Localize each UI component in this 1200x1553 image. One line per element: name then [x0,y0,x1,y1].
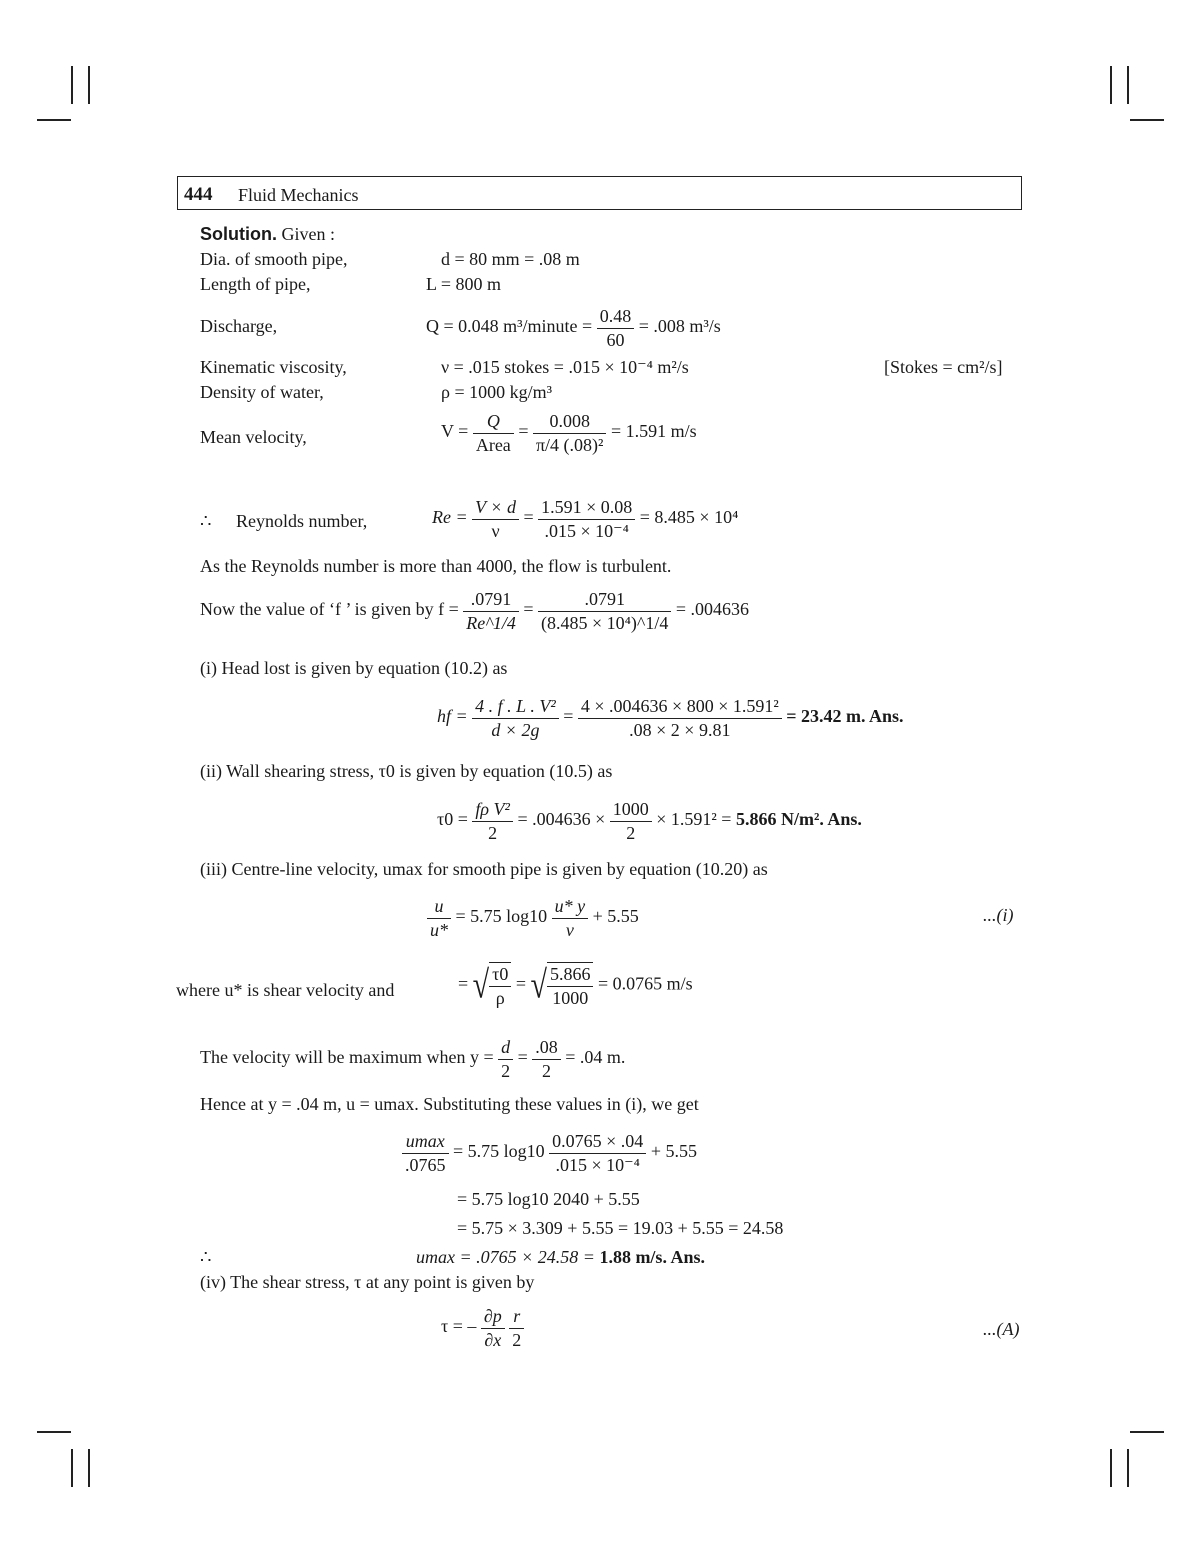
fraction: $\frac{\text{fρ V²}}{2}$ [472,798,513,844]
umax-step-2: = 5.75 log10 2040 + 5.55 [457,1189,640,1209]
shear-velocity-equation: = √ $\frac{\tau 0}{\rho}$ = √ $\frac{5.866}{1000}$ = 0.0765 m/s [458,963,693,1008]
given-label: Kinematic viscosity, [200,357,347,377]
given-expr: ν = .015 stokes = .015 × 10⁻⁴ m²/s [441,357,689,377]
fraction: $\frac{.08}{2}$ [532,1036,561,1082]
solution-heading: Solution. Given : [200,224,335,244]
fraction: $\frac{V \times d}{\nu}$ [472,496,519,542]
fraction: $\frac{1000}{2}$ [610,798,652,844]
part-iv-text: (iv) The shear stress, τ at any point is given by [200,1272,535,1292]
velocity-equation: V = Q Area = $\frac{0.008}{\text{π/4 (.08)²}}$ = 1.591 m/s [441,411,697,455]
reynolds-equation: Re = $\frac{V \times d}{\nu}$ = $\frac{1.591 \times 0.08}{\text{.015 × 10⁻⁴}}$ = 8.485 × 10⁴ [432,497,739,541]
crop-mark [37,1431,71,1433]
stokes-note: [Stokes = cm²/s] [884,357,1003,377]
given-label: Discharge, [200,316,278,336]
crop-mark [1127,1449,1129,1487]
fraction: $\frac{1.591 \times 0.08}{\text{.015 × 10⁻⁴}}$ [538,496,635,542]
crop-mark [1110,1449,1112,1487]
umax-equation: umax .0765 = 5.75 log10 $\frac{0.0765 \times .04}{\text{.015 × 10⁻⁴}}$ + 5.55 [402,1130,697,1176]
fraction: $\frac{u}{u*}$ [427,895,451,941]
fraction: $\frac{u* y}{\nu}$ [552,895,589,941]
hence-text: Hence at y = .04 m, u = umax. Substituting these values in (i), we get [200,1094,699,1114]
crop-mark [71,1449,73,1487]
given-expr: d = 80 mm = .08 m [441,249,580,269]
fraction: $\frac{.0791}{\text{(8.485 × 10⁴)\textasciicircum{}1/4}}$ [538,588,671,634]
shear-stress-equation: τ0 = $\frac{\text{fρ V²}}{2}$ = .004636 × $\frac{1000}{2}$ × 1.591² = 5.866 N/m². Ans. [437,799,862,843]
log-law-equation: $\frac{u}{u*}$ = 5.75 log10 $\frac{u* y}{\nu}$ + 5.55 [427,895,639,941]
given-expr: ρ = 1000 kg/m³ [441,382,553,402]
given-label: Dia. of smooth pipe, [200,249,348,269]
running-title: Fluid Mechanics [238,185,359,205]
fraction: $\frac{\tau 0}{\rho}$ [489,963,511,1009]
equation-tag: ...(A) [983,1319,1020,1339]
shear-velocity-text: where u* is shear velocity and [176,980,395,1000]
fraction: $\frac{\partial p}{\partial x}$ [481,1305,505,1351]
equation-tag: ...(i) [983,905,1014,925]
crop-mark [71,66,73,104]
therefore-symbol: ∴ [200,1247,212,1267]
part-iii-text: (iii) Centre-line velocity, umax for smooth pipe is given by equation (10.20) as [200,859,768,879]
page-number: 444 [184,184,213,205]
fraction: Q Area [473,410,514,456]
head-loss-equation: hf = $\frac{\text{4 . f . L . V²}}{d \times 2g}$ = $\frac{\text{4 × .004636 × 800 × 1.591²}}{.08 \times 2 \times 9.81}$ = 23.42 m. Ans. [437,696,904,740]
therefore-symbol: ∴ [200,511,212,531]
fraction: $\frac{r}{2}$ [509,1305,524,1351]
part-ii-text: (ii) Wall shearing stress, τ0 is given by equation (10.5) as [200,761,613,781]
crop-mark [88,66,90,104]
fraction: $\frac{0.48}{60}$ [597,305,635,351]
fraction: $\frac{d}{2}$ [498,1036,513,1082]
crop-mark [1110,66,1112,104]
page-header [177,176,1022,210]
fraction: $\frac{0.0765 \times .04}{\text{.015 × 10⁻⁴}}$ [549,1130,646,1176]
part-i-text: (i) Head lost is given by equation (10.2) as [200,658,508,678]
fraction: $\frac{5.866}{1000}$ [547,963,594,1009]
fraction: $\frac{\text{4 . f . L . V²}}{d \times 2g}$ [472,695,559,741]
fraction: $\frac{0.008}{\text{π/4 (.08)²}}$ [533,410,606,456]
max-velocity-equation: The velocity will be maximum when y = $\frac{d}{2}$ = $\frac{.08}{2}$ = .04 m. [200,1037,626,1081]
given-label: Density of water, [200,382,324,402]
fraction: $\frac{\text{4 × .004636 × 800 × 1.591²}}{.08 \times 2 \times 9.81}$ [578,695,782,741]
turbulent-statement: As the Reynolds number is more than 4000, the flow is turbulent. [200,556,672,576]
fraction: umax .0765 [402,1130,449,1176]
friction-equation: Now the value of ‘f ’ is given by f = $\frac{.0791}{Re\^{}1/4}$ = $\frac{.0791}{\text{(8.485 × 10⁴)\textasciicircum{}1/4}}$ = .004636 [200,589,750,633]
crop-mark [1130,119,1164,121]
crop-mark [1127,66,1129,104]
crop-mark [37,119,71,121]
reynolds-label: Reynolds number, [236,511,368,531]
fraction: $\frac{.0791}{Re\^{}1/4}$ [463,588,519,634]
discharge-equation: Q = 0.048 m³/minute = $\frac{0.48}{60}$ = .008 m³/s [426,306,721,350]
crop-mark [1130,1431,1164,1433]
crop-mark [88,1449,90,1487]
given-label: Length of pipe, [200,274,311,294]
umax-result: umax = .0765 × 24.58 = 1.88 m/s. Ans. [416,1247,705,1267]
shear-distribution-equation: τ = – $\frac{\partial p}{\partial x}$ $\frac{r}{2}$ [441,1305,524,1351]
given-label: Mean velocity, [200,427,307,447]
given-expr: L = 800 m [426,274,501,294]
umax-step-3: = 5.75 × 3.309 + 5.55 = 19.03 + 5.55 = 24.58 [457,1218,784,1238]
